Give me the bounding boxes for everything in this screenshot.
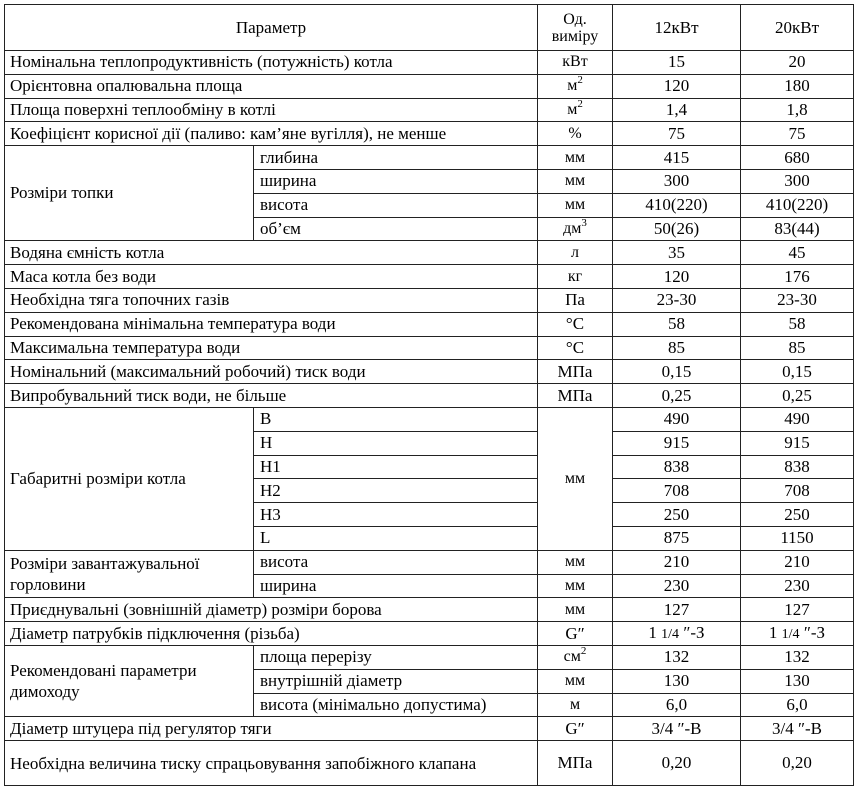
row-unit: Па: [538, 288, 613, 312]
row-value-20kw: 300: [741, 169, 854, 193]
row-value-20kw: 410(220): [741, 193, 854, 217]
row-value-12kw: 1,4: [613, 98, 741, 122]
header-unit-text: Од. виміру: [551, 10, 599, 45]
row-label: Коефіцієнт корисної дії (паливо: кам’яне вугілля), не менше: [5, 122, 538, 146]
header-12kw: 12кВт: [613, 5, 741, 51]
row-value-12kw: 50(26): [613, 217, 741, 241]
row-unit: G″: [538, 717, 613, 741]
row-unit: кВт: [538, 51, 613, 75]
row-value-12kw: 210: [613, 550, 741, 574]
row-value-12kw: 120: [613, 74, 741, 98]
row-value-20kw: 3/4 ″-В: [741, 717, 854, 741]
row-value-12kw: 0,25: [613, 384, 741, 408]
table-row: [5, 336, 854, 360]
row-value-12kw: 915: [613, 431, 741, 455]
row-value-20kw: 6,0: [741, 693, 854, 717]
row-value-20kw: 85: [741, 336, 854, 360]
row-unit: мм: [538, 193, 613, 217]
row-label: Номінальний (максимальний робочий) тиск води: [5, 360, 538, 384]
row-value-12kw: 35: [613, 241, 741, 265]
row-value-20kw: 210: [741, 550, 854, 574]
row-label: Діаметр штуцера під регулятор тяги: [5, 717, 538, 741]
row-value-12kw: 132: [613, 645, 741, 669]
row-unit: [538, 217, 613, 241]
header-parameter: Параметр: [5, 5, 538, 51]
row-value-12kw: 15: [613, 51, 741, 75]
row-value-20kw: 1,8: [741, 98, 854, 122]
row-label: Водяна ємність котла: [5, 241, 538, 265]
row-sublabel: B: [254, 407, 538, 431]
unit-text: дм: [563, 219, 582, 237]
row-unit: G″: [538, 622, 613, 646]
row-label: Максимальна температура води: [5, 336, 538, 360]
row-value-12kw: 127: [613, 598, 741, 622]
row-value-20kw: 680: [741, 146, 854, 170]
row-label: Маса котла без води: [5, 265, 538, 289]
row-value-20kw: 176: [741, 265, 854, 289]
row-sublabel: H: [254, 431, 538, 455]
table-row: [5, 384, 854, 408]
row-sublabel: ширина: [254, 574, 538, 598]
row-value-20kw: 915: [741, 431, 854, 455]
value-part: ″-З: [679, 622, 705, 642]
table-row: [5, 360, 854, 384]
header-row: [5, 5, 854, 51]
unit-sup: 2: [577, 74, 583, 86]
row-value-20kw: 490: [741, 407, 854, 431]
row-value-20kw: 0,15: [741, 360, 854, 384]
table-row: [5, 98, 854, 122]
value-part: 1: [648, 622, 662, 642]
unit-text: см: [563, 648, 581, 666]
row-value-12kw: 410(220): [613, 193, 741, 217]
row-value-12kw: 490: [613, 407, 741, 431]
value-part: ″-З: [799, 622, 826, 642]
row-unit: мм: [538, 669, 613, 693]
table-row: [5, 122, 854, 146]
table-row: [5, 645, 854, 669]
unit-sup: 2: [580, 645, 587, 657]
row-unit: мм: [538, 169, 613, 193]
table-row: [5, 717, 854, 741]
row-value-20kw: 0,20: [741, 741, 854, 786]
row-unit: мм: [538, 598, 613, 622]
header-unit: [538, 5, 613, 51]
row-sublabel: H3: [254, 503, 538, 527]
value-part: 1: [768, 622, 782, 642]
row-value-20kw: 0,25: [741, 384, 854, 408]
table-row: [5, 598, 854, 622]
row-value-12kw: 708: [613, 479, 741, 503]
row-value-20kw: 132: [741, 645, 854, 669]
row-label: Необхідна тяга топочних газів: [5, 288, 538, 312]
table-row: [5, 741, 854, 786]
row-sublabel: висота (мінімально допустима): [254, 693, 538, 717]
unit-sup: 3: [581, 217, 587, 229]
row-value-20kw: 708: [741, 479, 854, 503]
table-row: [5, 146, 854, 170]
row-value-12kw: 3/4 ″-В: [613, 717, 741, 741]
row-unit: [538, 645, 613, 669]
row-value-12kw: 875: [613, 526, 741, 550]
row-unit: МПа: [538, 741, 613, 786]
row-value-20kw: 230: [741, 574, 854, 598]
table-row: [5, 241, 854, 265]
table-row: [5, 288, 854, 312]
row-value-20kw: 45: [741, 241, 854, 265]
row-label: Діаметр патрубків підключення (різьба): [5, 622, 538, 646]
row-sublabel: глибина: [254, 146, 538, 170]
row-unit: %: [538, 122, 613, 146]
row-value-12kw: 23-30: [613, 288, 741, 312]
row-value-12kw: 0,15: [613, 360, 741, 384]
row-value-12kw: 85: [613, 336, 741, 360]
row-value-20kw: 83(44): [741, 217, 854, 241]
group-unit-overall: мм: [538, 407, 613, 550]
row-value-20kw: 1150: [741, 526, 854, 550]
row-value-12kw: 300: [613, 169, 741, 193]
row-unit: мм: [538, 550, 613, 574]
row-label: Номінальна теплопродуктивність (потужність) котла: [5, 51, 538, 75]
group-label-firebox: Розміри топки: [5, 146, 254, 241]
row-unit: °С: [538, 336, 613, 360]
row-sublabel: H2: [254, 479, 538, 503]
row-sublabel: об’єм: [254, 217, 538, 241]
row-unit: МПа: [538, 384, 613, 408]
row-value-20kw: 250: [741, 503, 854, 527]
row-value-12kw: 120: [613, 265, 741, 289]
row-value-12kw: 130: [613, 669, 741, 693]
row-value-12kw: [613, 622, 741, 646]
table-row: [5, 74, 854, 98]
row-unit: мм: [538, 146, 613, 170]
row-sublabel: ширина: [254, 169, 538, 193]
unit-text: м: [567, 77, 578, 95]
group-label-overall: Габаритні розміри котла: [5, 407, 254, 550]
row-value-12kw: 75: [613, 122, 741, 146]
row-value-20kw: 58: [741, 312, 854, 336]
row-value-20kw: 23-30: [741, 288, 854, 312]
row-value-20kw: 127: [741, 598, 854, 622]
row-unit: мм: [538, 574, 613, 598]
row-value-12kw: 838: [613, 455, 741, 479]
row-value-12kw: 230: [613, 574, 741, 598]
row-unit: л: [538, 241, 613, 265]
row-label: Площа поверхні теплообміну в котлі: [5, 98, 538, 122]
row-label: Орієнтовна опалювальна площа: [5, 74, 538, 98]
row-value-20kw: 838: [741, 455, 854, 479]
row-sublabel: площа перерізу: [254, 645, 538, 669]
row-value-20kw: 180: [741, 74, 854, 98]
row-value-20kw: 130: [741, 669, 854, 693]
row-value-12kw: 250: [613, 503, 741, 527]
row-value-12kw: 58: [613, 312, 741, 336]
value-fraction: 1/4: [661, 626, 680, 642]
group-label-loading: Розміри завантажувальної горловини: [5, 550, 254, 598]
row-unit: °С: [538, 312, 613, 336]
row-value-12kw: 0,20: [613, 741, 741, 786]
table-row: [5, 407, 854, 431]
row-label: Рекомендована мінімальна температура води: [5, 312, 538, 336]
row-value-20kw: [741, 622, 854, 646]
boiler-specs-table: [4, 4, 854, 786]
row-unit: [538, 74, 613, 98]
table-row: [5, 265, 854, 289]
row-value-20kw: 20: [741, 51, 854, 75]
table-row: [5, 312, 854, 336]
group-label-chimney: Рекомендовані параметри димоходу: [5, 645, 254, 716]
row-unit: м: [538, 693, 613, 717]
row-unit: кг: [538, 265, 613, 289]
unit-text: м: [567, 100, 578, 118]
row-sublabel: внутрішній діаметр: [254, 669, 538, 693]
row-sublabel: L: [254, 526, 538, 550]
row-value-12kw: 415: [613, 146, 741, 170]
row-sublabel: висота: [254, 550, 538, 574]
row-label: Випробувальний тиск води, не більше: [5, 384, 538, 408]
unit-sup: 2: [577, 98, 583, 110]
row-value-12kw: 6,0: [613, 693, 741, 717]
row-sublabel: H1: [254, 455, 538, 479]
value-fraction: 1/4: [781, 626, 800, 642]
row-unit: [538, 98, 613, 122]
table-row: [5, 51, 854, 75]
row-sublabel: висота: [254, 193, 538, 217]
table-row: [5, 622, 854, 646]
row-label: Необхідна величина тиску спрацьовування запобіжного клапана: [5, 741, 538, 786]
row-label: Приєднувальні (зовнішній діаметр) розміри борова: [5, 598, 538, 622]
row-value-20kw: 75: [741, 122, 854, 146]
table-row: [5, 550, 854, 574]
row-unit: МПа: [538, 360, 613, 384]
header-20kw: 20кВт: [741, 5, 854, 51]
